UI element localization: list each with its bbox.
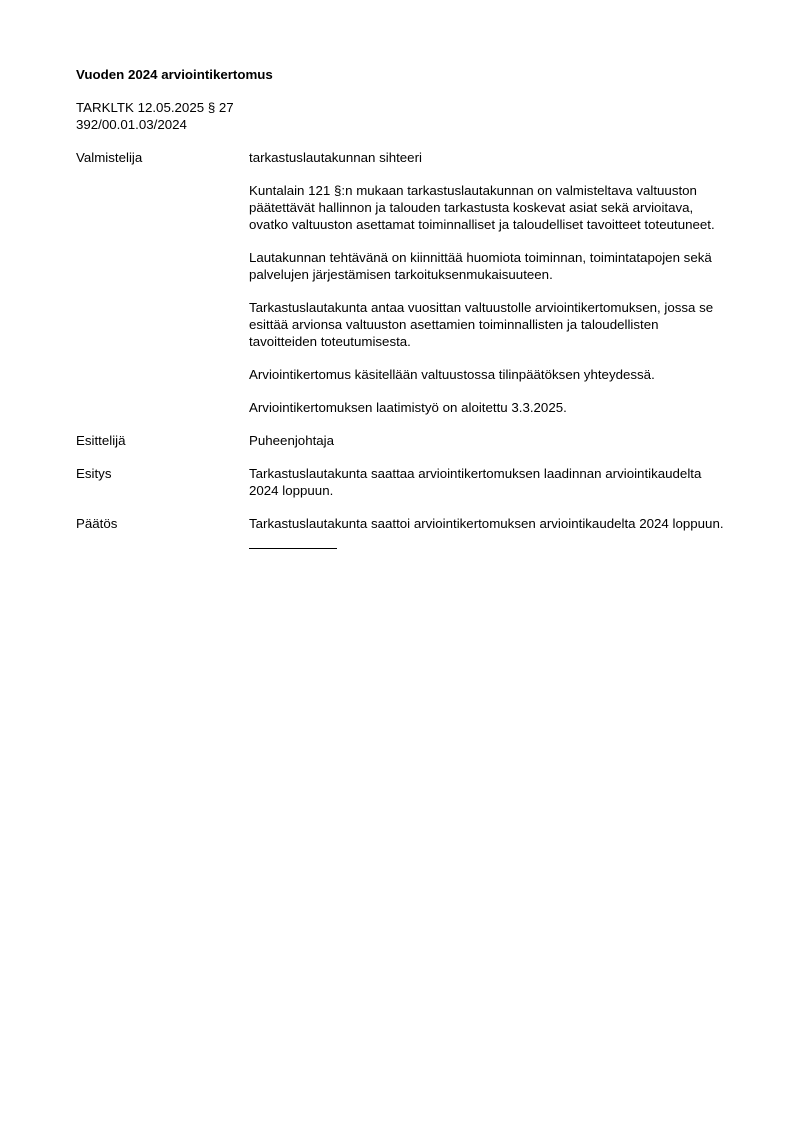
preparer-content <box>249 149 725 416</box>
document-title: Vuoden 2024 arviointikertomus <box>76 67 273 82</box>
decision-section <box>76 515 726 549</box>
preparer-section <box>76 149 726 416</box>
proposal-label: Esitys <box>76 466 112 481</box>
decision-content <box>249 515 725 549</box>
preparer-paragraph: Kuntalain 121 §:n mukaan tarkastuslautakunnan on valmisteltava valtuuston päätettävät hallinnon ja talouden tarkastusta koskevat asiat sekä arvioitava, ovatko valtuuston asettamat toiminnalliset ja taloudelliset tavoitteet toteutuneet. <box>249 183 715 232</box>
preparer-paragraph: Lautakunnan tehtävänä on kiinnittää huomiota toiminnan, toimintatapojen sekä palvelujen järjestämisen tarkoituksenmukaisuuteen. <box>249 250 712 282</box>
presenter-value: Puheenjohtaja <box>249 433 335 448</box>
preparer-value: tarkastuslautakunnan sihteeri <box>249 150 422 165</box>
decision-value: Tarkastuslautakunta saattoi arviointikertomuksen arviointikaudelta 2024 loppuun. <box>249 516 724 531</box>
end-divider-line <box>249 548 337 549</box>
case-number: 392/00.01.03/2024 <box>76 117 187 132</box>
meeting-reference: TARKLTK 12.05.2025 § 27 <box>76 100 234 115</box>
proposal-section <box>76 465 726 499</box>
preparer-label: Valmistelija <box>76 150 143 165</box>
document-page <box>76 66 726 549</box>
decision-label: Päätös <box>76 516 118 531</box>
document-meta <box>76 99 726 133</box>
preparer-paragraph: Arviointikertomus käsitellään valtuustossa tilinpäätöksen yhteydessä. <box>249 367 655 382</box>
proposal-value: Tarkastuslautakunta saattaa arviointikertomuksen laadinnan arviointikaudelta 2024 loppuun. <box>249 466 702 498</box>
preparer-paragraph: Arviointikertomuksen laatimistyö on aloitettu 3.3.2025. <box>249 400 567 415</box>
presenter-label: Esittelijä <box>76 433 126 448</box>
preparer-paragraph: Tarkastuslautakunta antaa vuosittan valtuustolle arviointikertomuksen, jossa se esittää arvionsa valtuuston asettamien toiminnallisten ja taloudellisten tavoitteiden toteutumisesta. <box>249 300 714 349</box>
presenter-section <box>76 432 726 449</box>
